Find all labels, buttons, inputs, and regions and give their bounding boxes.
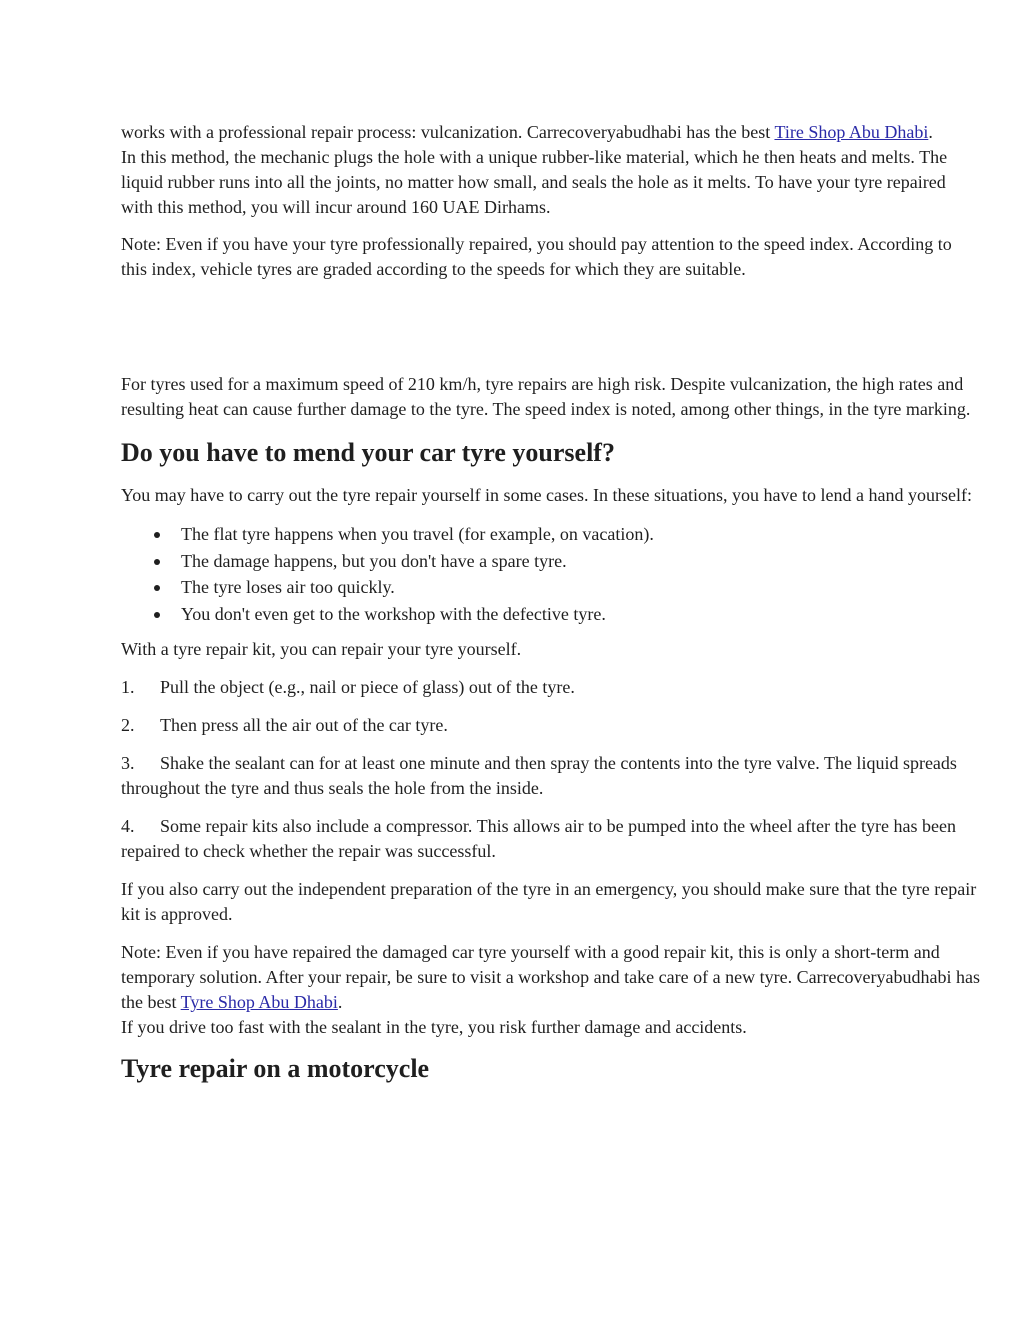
list-item (121, 574, 981, 601)
paragraph-self-repair-intro: You may have to carry out the tyre repair yourself in some cases. In these situations, you have to lend a hand yourself: (121, 485, 972, 505)
step-number: 4. (121, 816, 135, 836)
step-text: Then press all the air out of the car tyre. (160, 715, 448, 735)
paragraph-speed-index-note: Note: Even if you have your tyre professionally repaired, you should pay attention to the speed index. According to this index, vehicle tyres are graded according to the speeds for which they are suitable. (121, 234, 952, 279)
document-page (121, 120, 981, 1084)
step-text: Pull the object (e.g., nail or piece of glass) out of the tyre. (160, 677, 575, 697)
numbered-step (121, 713, 981, 738)
paragraph-kit-approved: If you also carry out the independent preparation of the tyre in an emergency, you should make sure that the tyre repair kit is approved. (121, 879, 977, 924)
heading-mend-yourself: Do you have to mend your car tyre yourself? (121, 438, 615, 467)
paragraph-temporary-solution (121, 940, 981, 1015)
step-text: Shake the sealant can for at least one minute and then spray the contents into the tyre valve. The liquid spreads throughout the tyre and thus seals the hole from the inside. (121, 753, 957, 798)
step-text: Some repair kits also include a compressor. This allows air to be pumped into the wheel after the tyre has been repaired to check whether the repair was successful. (121, 816, 956, 861)
heading-motorcycle: Tyre repair on a motorcycle (121, 1054, 430, 1083)
numbered-step (121, 751, 981, 801)
bullet-list (121, 521, 981, 627)
paragraph-text: works with a professional repair process: vulcanization. Carrecoveryabudhabi has the best (121, 122, 775, 142)
blank-gap (121, 282, 981, 372)
paragraph-text: Note: Even if you have repaired the damaged car tyre yourself with a good repair kit, this is only a short-term and temporary solution. After your repair, be sure to visit a workshop and take care of a new tyre. Carrecoveryabudhabi has the best (121, 942, 980, 1012)
numbered-step (121, 814, 981, 864)
paragraph-text: . (337, 992, 343, 1012)
list-item (121, 521, 981, 548)
paragraph-text: . (928, 122, 933, 142)
list-item-text: The tyre loses air too quickly. (181, 577, 395, 597)
tire-shop-link[interactable]: Tire Shop Abu Dhabi (774, 122, 929, 142)
paragraph-method: In this method, the mechanic plugs the hole with a unique rubber-like material, which he then heats and melts. The liquid rubber runs into all the joints, no matter how small, and seals the hole as it melts. To have your tyre repaired with this method, you will incur around 160 UAE Dirhams. (121, 147, 948, 217)
list-item-text: The damage happens, but you don't have a spare tyre. (181, 550, 567, 571)
bullet-icon (154, 532, 160, 538)
paragraph-drive-fast-warning: If you drive too fast with the sealant in the tyre, you risk further damage and accidents. (121, 1017, 747, 1037)
list-item-text: You don't even get to the workshop with the defective tyre. (181, 603, 606, 624)
step-number: 1. (121, 677, 135, 697)
list-item (121, 601, 981, 628)
numbered-step (121, 675, 981, 700)
list-item (121, 548, 981, 575)
bullet-icon (154, 612, 160, 618)
paragraph-high-risk: For tyres used for a maximum speed of 210 km/h, tyre repairs are high risk. Despite vulcanization, the high rates and resulting heat can cause further damage to the tyre. The speed index is noted, among other things, in the tyre marking. (121, 374, 971, 419)
bullet-icon (154, 559, 160, 565)
step-number: 3. (121, 753, 135, 773)
paragraph-vulcanization (121, 120, 981, 145)
paragraph-repair-kit: With a tyre repair kit, you can repair your tyre yourself. (121, 639, 522, 659)
step-number: 2. (121, 715, 135, 735)
tyre-shop-link[interactable]: Tyre Shop Abu Dhabi (180, 992, 338, 1012)
bullet-icon (154, 585, 160, 591)
list-item-text: The flat tyre happens when you travel (for example, on vacation). (181, 524, 654, 544)
